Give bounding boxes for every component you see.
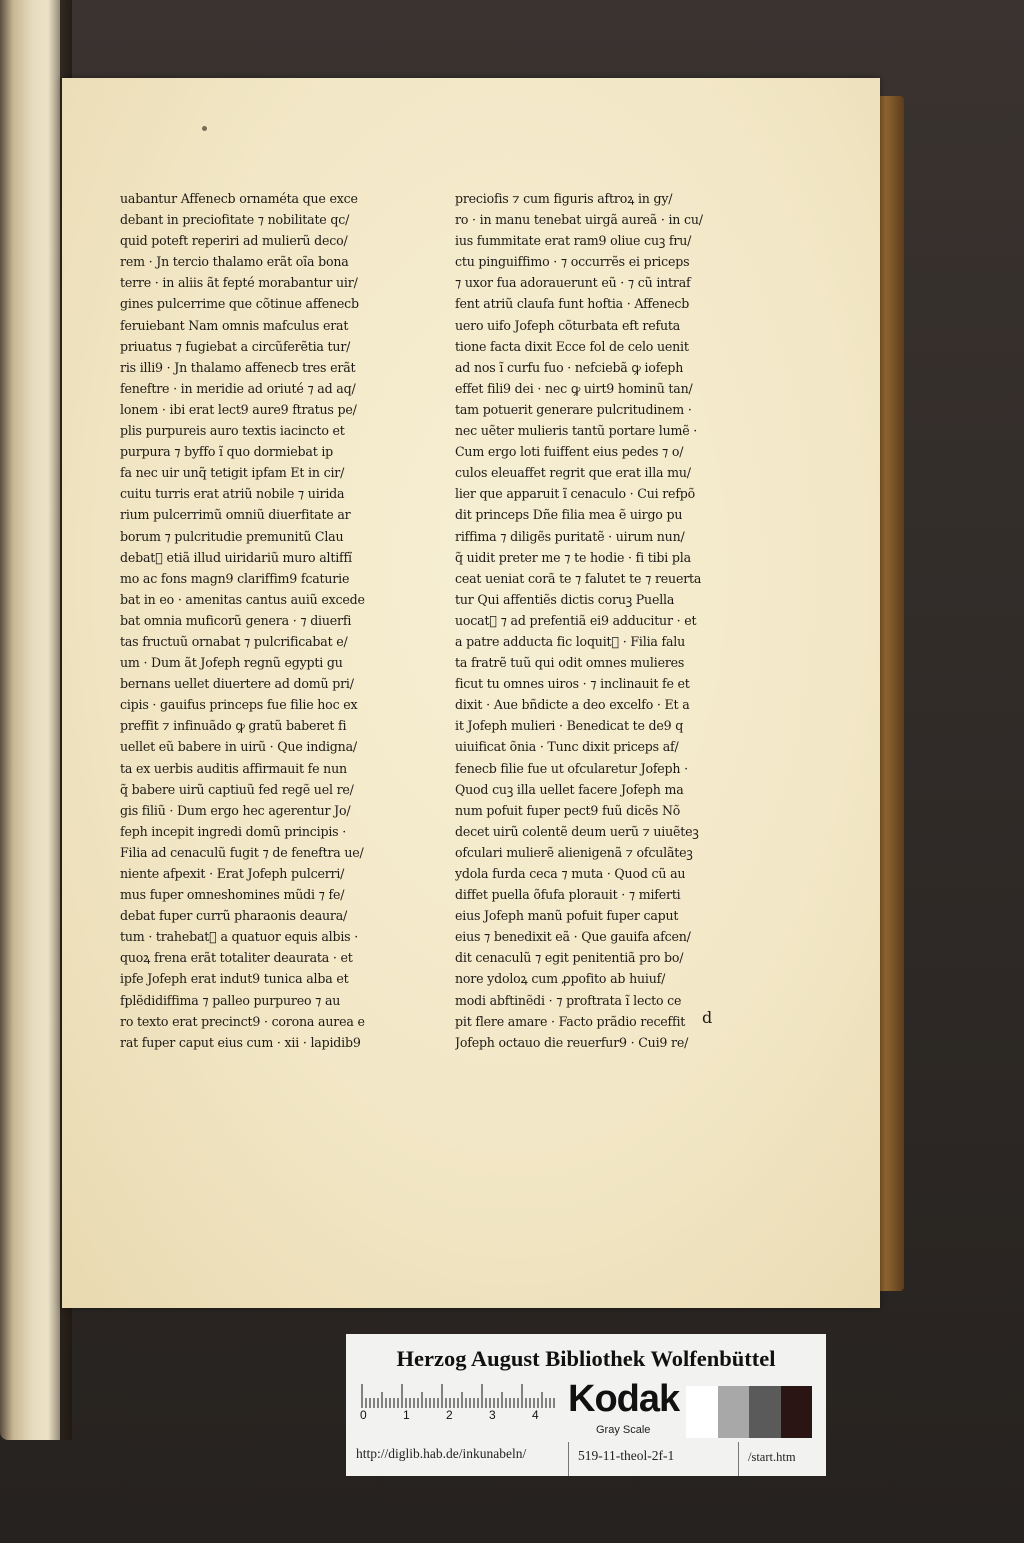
gray-swatch	[686, 1386, 718, 1438]
text-line: fenecb filie fue ut ofcularetur Jofeph ·	[455, 760, 688, 776]
text-line: niente afpexit · Erat Jofeph pulcerri/	[120, 866, 345, 881]
text-line: ctu pinguiffimo · ⁊ occurrẽs ei priceps	[455, 254, 690, 270]
text-line: ofculari mulierẽ alienigenã ⁊ ofculãteꝫ	[455, 844, 693, 860]
text-line: dixit · Aue bñdicte a deo excelfo · Et a	[455, 697, 690, 713]
text-line: mus fuper omneshomines mũdi ⁊ fe/	[120, 887, 345, 903]
text-line: fent atriũ claufa funt hoftia · Affenecb	[455, 296, 690, 312]
text-line: feneftre · in meridie ad oriuté ⁊ ad aq/	[120, 380, 356, 396]
text-line: Filia ad cenaculũ fugit ⁊ de feneftra ue/	[120, 844, 364, 860]
text-line: ydola furda ceca ⁊ muta · Quod cũ au	[455, 866, 686, 881]
ruler-scale	[360, 1382, 558, 1408]
text-line: uiuificat õnia · Tunc dixit priceps af/	[455, 739, 679, 755]
text-line: ris illi9 · Jn thalamo affenecb tres erãt	[120, 359, 356, 375]
text-line: ta ex uerbis auditis affirmauit fe nun	[120, 760, 347, 776]
text-line: diffet puella õfufa plorauit · ⁊ miferti	[455, 887, 681, 903]
signature-mark: d	[702, 1008, 713, 1027]
text-line: terre · in aliis ãt fepté morabantur uir/	[120, 275, 358, 291]
text-line: uellet eũ babere in uirũ · Que indigna/	[120, 739, 357, 755]
gray-swatch	[718, 1386, 750, 1438]
ink-speck	[202, 126, 207, 131]
text-line: it Jofeph mulieri · Benedicat te de9 q	[455, 718, 684, 734]
library-title: Herzog August Bibliothek Wolfenbüttel	[396, 1346, 776, 1371]
text-line: ro · in manu tenebat uirgã aureã · in cu/	[455, 212, 703, 228]
text-line: q̃ uidit preter me ⁊ te hodie · fi tibi pla	[455, 549, 691, 565]
text-line: rat fuper caput eius cum · xii · lapidib9	[120, 1034, 361, 1050]
gray-swatch	[749, 1386, 781, 1438]
text-line: rem · Jn tercio thalamo erãt oĩa bona	[120, 254, 349, 270]
text-line: uero uifo Jofeph cõturbata eft refuta	[455, 317, 681, 333]
text-line: lonem · ibi erat lect9 aure9 ftratus pe/	[120, 401, 357, 417]
text-line: quoꝝ frena erãt totaliter deaurata · et	[120, 950, 353, 966]
text-line: tione facta dixit Ecce fol de celo uenit	[455, 338, 689, 354]
text-line: a patre adducta fic loquit᷑ · Filia falu	[455, 633, 686, 649]
text-line: nec uẽter mulieris tantũ portare lumẽ ·	[455, 423, 698, 439]
start-link: /start.htm	[748, 1450, 796, 1464]
ruler-number: 0	[360, 1408, 367, 1422]
text-line: ro texto erat precinct9 · corona aurea e	[120, 1013, 365, 1029]
card-divider	[738, 1442, 739, 1476]
ruler-number: 3	[489, 1408, 496, 1422]
card-divider	[568, 1442, 569, 1476]
text-column-right	[455, 188, 745, 1053]
text-line: tas fructuũ ornabat ⁊ pulcrificabat e/	[120, 633, 348, 649]
text-line: feph incepit ingredi domũ principis ·	[120, 823, 347, 839]
text-line: debat fuper currũ pharaonis deaura/	[120, 908, 348, 924]
text-line: debat᷑ etiã illud uiridariũ muro altiffĩ	[120, 549, 352, 565]
gray-scale-label: Gray Scale	[596, 1424, 651, 1436]
text-line: um · Dum ãt Jofeph regnũ egypti gu	[120, 655, 343, 671]
text-line: num pofuit fuper pect9 fuũ dicẽs Nõ	[455, 802, 681, 818]
text-line: lier que apparuit ĩ cenaculo · Cui refpõ	[455, 486, 696, 502]
text-line: bat in eo · amenitas cantus auiũ excede	[120, 591, 365, 607]
digital-library-url: http://diglib.hab.de/inkunabeln/	[356, 1446, 527, 1461]
text-line: effet fili9 dei · nec ꝙ uirt9 hominũ tan/	[455, 380, 693, 396]
text-line: nore ydoloꝝ cum ꝓpofito ab huiuf/	[455, 971, 666, 987]
text-line: uabantur Affenecb ornaméta que exce	[120, 191, 358, 206]
text-line: cuitu turris erat atriũ nobile ⁊ uirida	[120, 486, 345, 502]
ruler-number: 4	[532, 1408, 539, 1422]
gray-swatch	[781, 1386, 813, 1438]
text-line: ad nos ĩ curfu fuo · nefciebã ꝙ iofeph	[455, 359, 684, 375]
text-line: culos eleuaffet regrit que erat illa mu/	[455, 465, 691, 481]
text-line: pit flere amare · Facto prãdio receffit	[455, 1013, 686, 1029]
text-line: decet uirũ colentẽ deum uerũ ⁊ uiuẽteꝫ	[455, 823, 699, 839]
text-line: gines pulcerrime que cõtinue affenecb	[120, 296, 359, 312]
text-line: debant in preciofitate ⁊ nobilitate qc/	[120, 212, 350, 228]
ruler-number: 2	[446, 1408, 453, 1422]
calibration-card	[346, 1334, 826, 1476]
text-column-left	[120, 188, 410, 1053]
text-line: priuatus ⁊ fugiebat a circũferẽtia tur/	[120, 338, 351, 354]
ruler-number: 1	[403, 1408, 410, 1422]
text-line: tam potuerit generare pulcritudinem ·	[455, 401, 692, 417]
text-line: preffit ⁊ infinuãdo ꝙ gratũ baberet fi	[120, 718, 347, 734]
text-line: cipis · gauifus princeps fue filie hoc ex	[120, 697, 358, 713]
text-line: tum · trahebat᷑ a quatuor equis albis ·	[120, 929, 359, 945]
text-line: uocat᷑ ⁊ ad prefentiã ei9 adducitur · et	[455, 612, 697, 628]
text-line: bat omnia muficorũ genera · ⁊ diuerfi	[120, 612, 352, 628]
text-line: Cum ergo loti fuiffent eius pedes ⁊ o/	[455, 444, 684, 460]
text-line: tur Qui affentiẽs dictis coruꝫ Puella	[455, 591, 675, 607]
text-line: Jofeph octauo die reuerfur9 · Cui9 re/	[455, 1034, 689, 1050]
kodak-logo: Kodak	[568, 1378, 680, 1420]
text-line: ius fummitate erat ram9 oliue cuꝫ fru/	[455, 233, 692, 249]
text-line: dit cenaculũ ⁊ egit penitentiã pro bo/	[455, 950, 684, 966]
shelfmark: 519-11-theol-2f-1	[578, 1448, 675, 1463]
text-line: preciofis ⁊ cum figuris aftroꝝ in gy/	[455, 191, 673, 206]
text-line: q̃ babere uirũ captiuũ fed regẽ uel re/	[120, 781, 354, 797]
text-line: ⁊ uxor fua adorauerunt eũ · ⁊ cũ intraf	[455, 275, 691, 291]
text-line: plis purpureis auro textis iacincto et	[120, 423, 345, 439]
text-line: rium pulcerrimũ omniũ diuerfitate ar	[120, 507, 351, 523]
text-line: ficut tu omnes uiros · ⁊ inclinauit fe et	[455, 676, 690, 692]
text-line: gis filiũ · Dum ergo hec agerentur Jo/	[120, 802, 351, 818]
text-line: mo ac fons magn9 clariffim9 fcaturie	[120, 570, 350, 586]
text-line: bernans uellet diuertere ad domũ pri/	[120, 676, 354, 692]
incunable-page	[62, 78, 880, 1308]
text-line: Quod cuꝫ illa uellet facere Jofeph ma	[455, 781, 684, 797]
text-line: eius Jofeph manũ pofuit fuper caput	[455, 908, 679, 924]
text-line: feruiebant Nam omnis mafculus erat	[120, 317, 349, 333]
text-line: purpura ⁊ byffo ĩ quo dormiebat ip	[120, 444, 334, 460]
text-line: ipfe Jofeph erat indut9 tunica alba et	[120, 971, 349, 987]
text-line: ceat ueniat corã te ⁊ falutet te ⁊ reuerta	[455, 570, 702, 586]
text-line: riffima ⁊ diligẽs puritatẽ · uirum nun/	[455, 528, 685, 544]
text-line: ta fratrẽ tuũ qui odit omnes mulieres	[455, 655, 685, 671]
text-line: fa nec uir unq̃ tetigit ipfam Et in cir/	[120, 465, 345, 481]
gray-scale-swatches	[686, 1386, 812, 1438]
ruler-numbers	[360, 1408, 560, 1424]
text-line: fplẽdidiffima ⁊ palleo purpureo ⁊ au	[120, 992, 341, 1008]
text-line: dit princeps Dñe filia mea ẽ uirgo pu	[455, 507, 683, 523]
text-line: modi abftinẽdi · ⁊ proftrata ĩ lecto ce	[455, 992, 682, 1008]
text-line: borum ⁊ pulcritudie premunitũ Clau	[120, 528, 344, 544]
text-line: quid poteft reperiri ad mulierũ deco/	[120, 233, 348, 249]
text-line: eius ⁊ benedixit eã · Que gauifa afcen/	[455, 929, 691, 945]
